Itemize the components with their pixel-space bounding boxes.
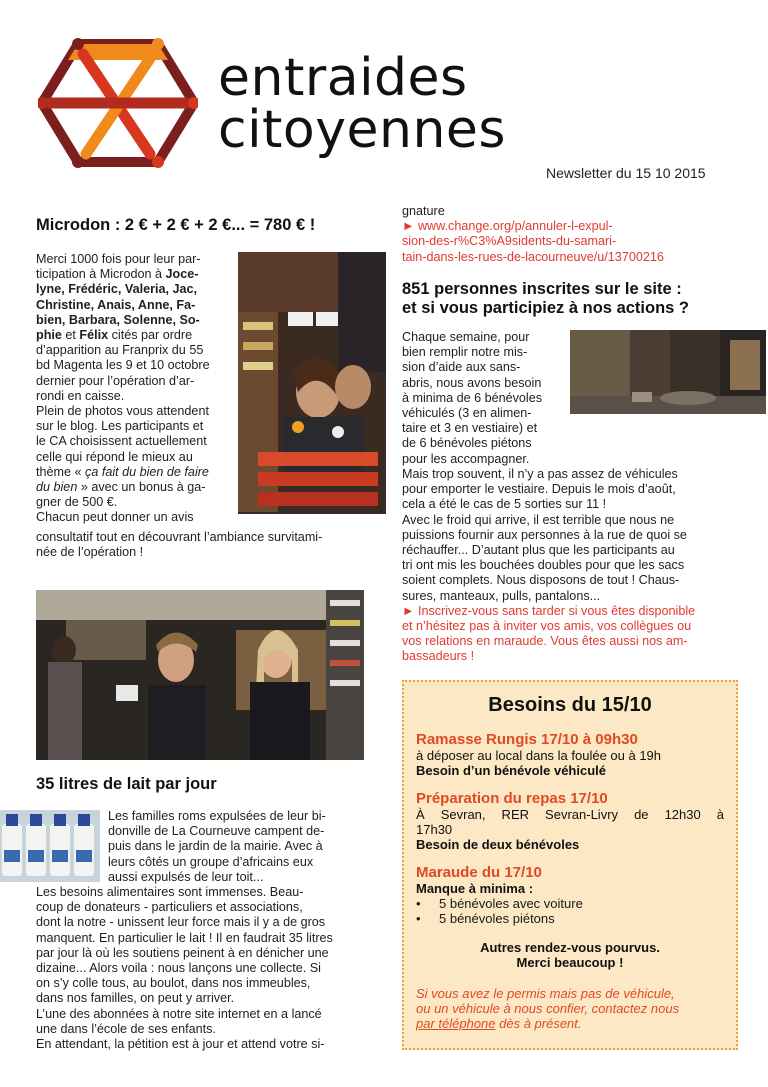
maraude-title: Maraude du 17/10 [416, 864, 542, 881]
street-photo [570, 330, 766, 414]
permis-note: Si vous avez le permis mais pas de véhicule, ou un véhicule à nous confier, contactez nous par téléphone dès à présent. [416, 986, 680, 1031]
phone-link[interactable]: par téléphone [416, 1016, 496, 1031]
petition-link-line3[interactable]: tain-dans-les-rues-de-lacourneuve/u/13700216 [402, 249, 664, 264]
petition-link-line2[interactable]: sion-des-r%C3%A9sidents-du-samari- [402, 234, 617, 249]
franprix-photo [238, 252, 386, 514]
inscrits-title: 851 personnes inscrites sur le site : et si vous participiez à nos actions ? [402, 280, 689, 317]
rungis-title: Ramasse Rungis 17/10 à 09h30 [416, 731, 638, 748]
petition-link-line1[interactable]: ► www.change.org/p/annuler-l-expul- [402, 219, 613, 234]
shop-photo [36, 590, 364, 760]
milk-bottles-photo [0, 810, 100, 882]
logo-hexagon-icon [38, 38, 198, 168]
rungis-need: Besoin d’un bénévole véhiculé [416, 763, 606, 778]
lait-text: Les besoins alimentaires sont immenses. Beau- coup de donateurs - particuliers et associations, dont la notre - unissent leur force mais il y a de gros manquent. En particulier le lait ! Il en faudrait 35 litres par jour là où les soutiens peinent à en dénicher une dizaine... Alors voila : nous lançons une collecte. Si on s’y colle tous, au boulot, dans nos immeubles, dans nos familles, on peut y arriver. L’une des abonnées à notre site internet en a lancé une dans l’école de ses enfants. En attendant, la pétition est à jour et attend votre si- [36, 885, 333, 1052]
maraude-list [416, 896, 724, 926]
petition-continuation: gnature [402, 204, 445, 218]
microdon-text: Merci 1000 fois pour leur par- ticipation à Microdon à Joce- lyne, Frédéric, Valeria, Jac, Christine, Anais, Anne, Fa- bien, Barbara, Solenne, So- phie et Félix cités par ordre d’apparition au Franprix du 55 bd Magenta les 9 et 10 octobre dernier pour l’opération d’ar- rondi en caisse. Plein de photos vous attendent sur le blog. Les participants et le CA choisissent actuellement celle qui répond le mieux au thème « ça fait du bien de faire du bien » avec un bonus à ga- gner de 500 €. Chacun peut donner un avis [36, 252, 210, 525]
list-item: • 5 bénévoles piétons [416, 911, 724, 926]
repas-title: Préparation du repas 17/10 [416, 790, 608, 807]
inscrits-text: Mais trop souvent, il n’y a pas assez de véhicules pour emporter le vestiaire. Depuis le mois d’août, cela a été le cas de 5 sorties sur 11 ! Avec le froid qui arrive, il est terrible que nous ne puissions fournir aux personnes à la rue de quoi se réchauffer... D’autant plus que les participants au tri ont mis les bouchées doubles pour que les sacs soient complets. Nous disposons de tout ! Chaus- sures, manteaux, pulls, pantalons... ► Inscrivez-vous sans tarder si vous êtes disponible et n’hésitez pas à inviter vos amis, vos collègues ou vos relations en maraude. Vous êtes aussi nos am- bassadeurs ! [402, 467, 732, 665]
besoins-box: Besoins du 15/10 Ramasse Rungis 17/10 à 09h30 à déposer au local dans la foulée ou à 19h Besoin d’un bénévole véhiculé Préparation du repas 17/10 À Sevran, RER Sevran-Livry de 12h30 à 17h30 Besoin de deux bénévoles Maraude du 17/10 Manque à minima : • 5 bénévoles avec voiture • 5 bénévoles piétons Autres rendez-vous pourvus. Merci beaucoup ! Si vous avez le permis mais pas de véhicule, ou un véhicule à nous confier, contactez nous par téléphone dès à présent. [402, 680, 738, 1050]
lait-title: 35 litres de lait par jour [36, 775, 217, 793]
signup-call-line1[interactable]: ► Inscrivez-vous sans tarder si vous êtes disponible [402, 603, 696, 618]
microdon-title: Microdon : 2 € + 2 € + 2 €... = 780 € ! [36, 216, 316, 234]
lait-text-top: Les familles roms expulsées de leur bi- donville de La Courneuve campent de- puis dans le jardin de la mairie. Avec à leurs côtés un groupe d’africains eux aussi expulsés de leur toit... [108, 809, 326, 884]
brand-title-line1: entraides [218, 48, 468, 108]
newsletter-date: Newsletter du 15 10 2015 [546, 165, 706, 181]
besoins-title: Besoins du 15/10 [488, 694, 652, 716]
petition-block [402, 204, 742, 265]
inscrits-text-top: Chaque semaine, pour bien remplir notre mis- sion d’aide aux sans- abris, nous avons besoin à minima de 6 bénévoles véhiculés (3 en alimen- taire et 3 en vestiaire) et de 6 bénévoles piétons pour les accompagner. [402, 330, 543, 466]
repas-need: Besoin de deux bénévoles [416, 837, 580, 852]
list-item: • 5 bénévoles avec voiture [416, 896, 724, 911]
brand-title-line2: citoyennes [218, 100, 507, 160]
microdon-text-wide: consultatif tout en découvrant l’ambiance survitami- née de l’opération ! [36, 530, 323, 560]
logo [38, 38, 198, 168]
